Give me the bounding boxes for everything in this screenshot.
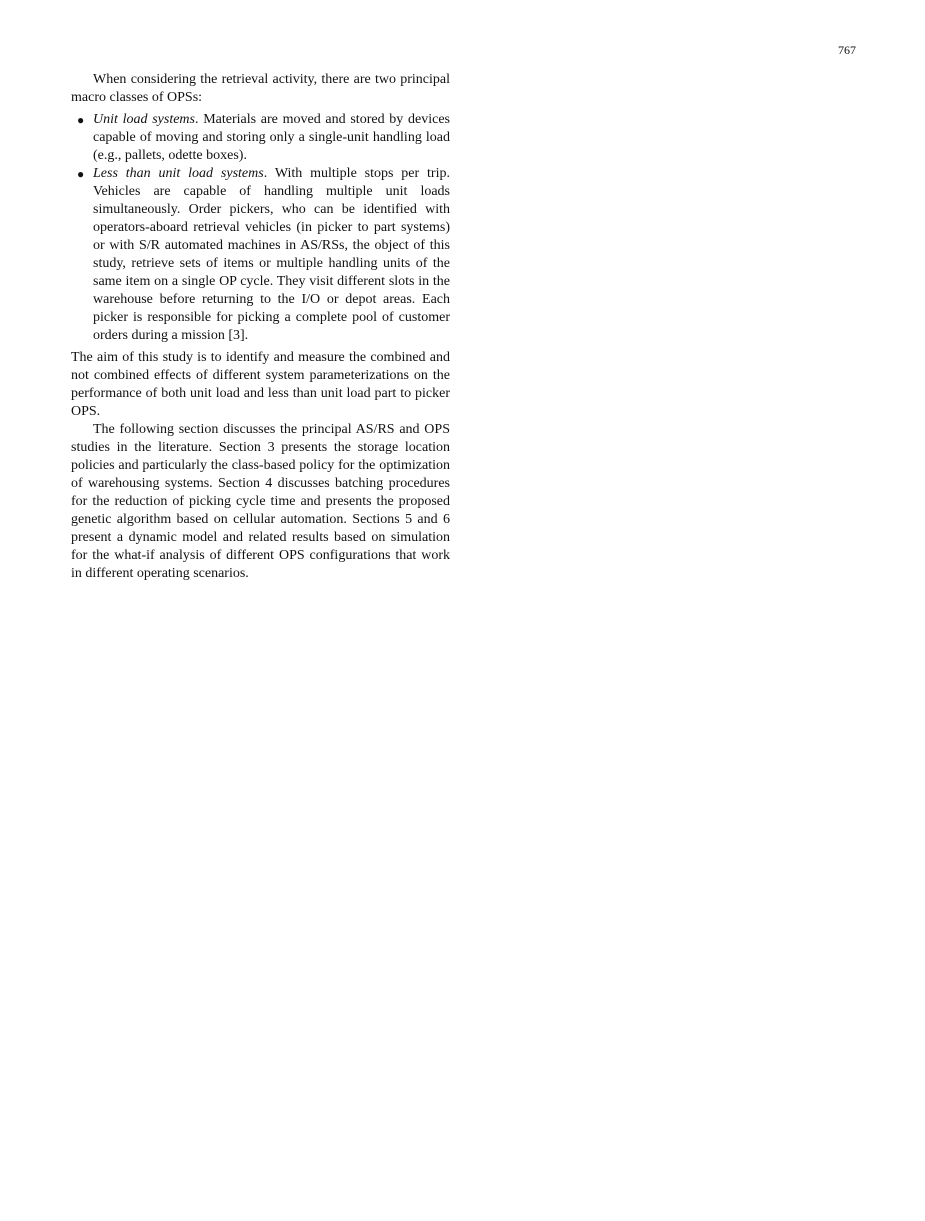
list-item-term: Less than unit load systems [93,166,264,181]
bullet-icon: ● [77,167,85,181]
ops-classes-list [71,111,450,345]
text-column [71,71,450,583]
list-item-text: . Materials are moved and stored by devices capable of moving and storing only a single-unit handling load (e.g., pallets, odette boxes). [93,112,450,163]
intro-paragraph: When considering the retrieval activity, there are two principal macro classes of OPSs: [71,72,450,105]
outline-paragraph: The following section discusses the principal AS/RS and OPS studies in the literature. Section 3 presents the storage location policies and particularly the class-based policy for the optimization of warehousing systems. Section 4 discusses batching procedures for the reduction of picking cycle time and presents the proposed genetic algorithm based on cellular automation. Sections 5 and 6 present a dynamic model and related results based on simulation for the what-if analysis of different OPS configurations that work in different operating scenarios. [71,422,450,581]
list-item-term: Unit load systems [93,112,195,127]
list-item-text: . With multiple stops per trip. Vehicles are capable of handling multiple unit loads simultaneously. Order pickers, who can be identified with operators-aboard retrieval vehicles (in picker to part systems) or with S/R automated machines in AS/RSs, the object of this study, retrieve sets of items or multiple handling units of the same item on a single OP cycle. They visit different slots in the warehouse before returning to the I/O or depot areas. Each picker is responsible for picking a complete pool of customer orders during a mission [3]. [93,166,450,343]
bullet-icon: ● [77,113,85,127]
aim-paragraph: The aim of this study is to identify and measure the combined and not combined effects of different system parameterizations on the performance of both unit load and less than unit load part to picker OPS. [71,350,450,419]
page-number: 767 [838,43,856,57]
list-item [71,165,450,345]
list-item [71,111,450,165]
